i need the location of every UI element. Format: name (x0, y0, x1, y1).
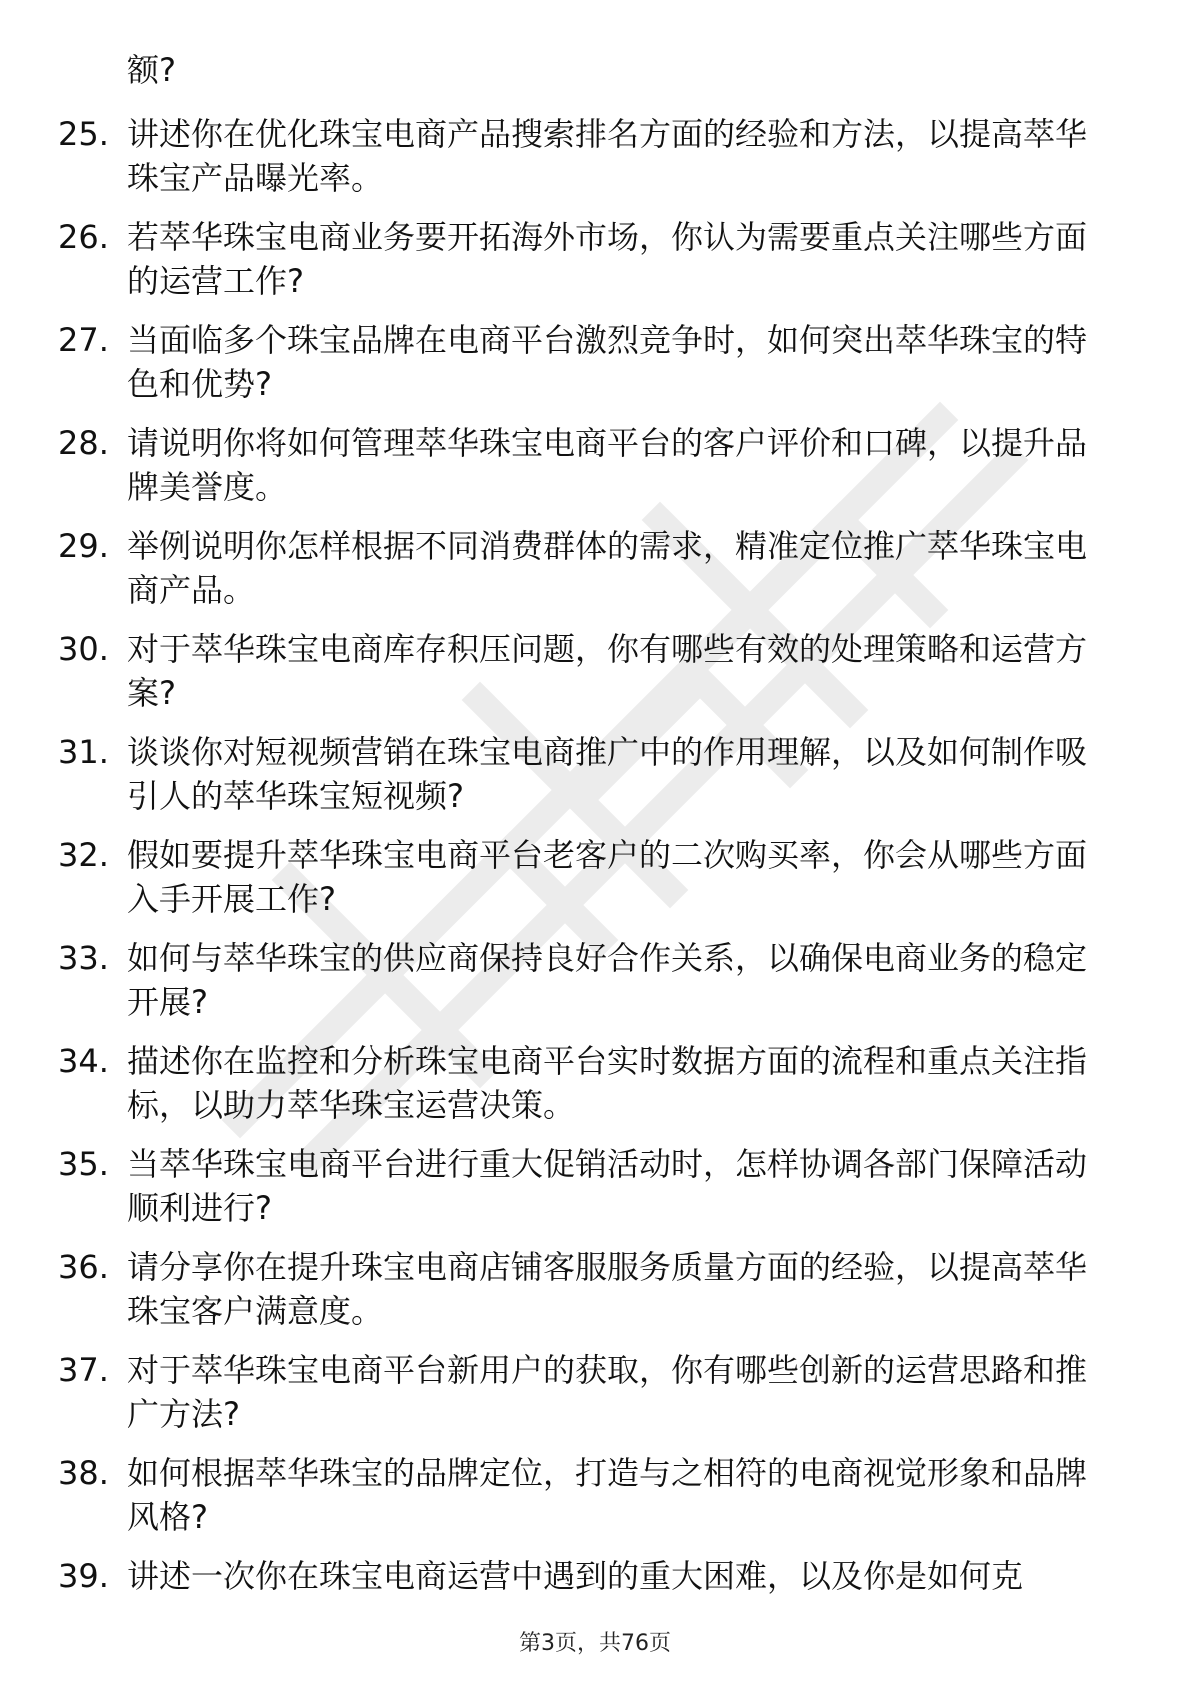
item-number: 34. (58, 1042, 109, 1080)
item-number: 25. (58, 115, 109, 153)
list-item (0, 718, 1190, 821)
item-text: 若萃华珠宝电商业务要开拓海外市场，你认为需要重点关注哪些方面的运营工作? (127, 218, 1088, 300)
item-text: 如何与萃华珠宝的供应商保持良好合作关系，以确保电商业务的稳定开展? (127, 939, 1088, 1021)
item-text: 讲述你在优化珠宝电商产品搜索排名方面的经验和方法，以提高萃华珠宝产品曝光率。 (127, 115, 1088, 197)
item-text: 谈谈你对短视频营销在珠宝电商推广中的作用理解，以及如何制作吸引人的萃华珠宝短视频? (127, 733, 1088, 815)
item-number: 36. (58, 1248, 109, 1286)
item-number: 38. (58, 1454, 109, 1492)
question-list (0, 100, 1190, 1645)
list-item (0, 821, 1190, 924)
item-number: 37. (58, 1351, 109, 1389)
item-number: 29. (58, 527, 109, 565)
item-text: 当面临多个珠宝品牌在电商平台激烈竞争时，如何突出萃华珠宝的特色和优势? (127, 321, 1088, 403)
item-text: 如何根据萃华珠宝的品牌定位，打造与之相符的电商视觉形象和品牌风格? (127, 1454, 1088, 1536)
item-text: 请说明你将如何管理萃华珠宝电商平台的客户评价和口碑，以提升品牌美誉度。 (127, 424, 1088, 506)
list-item (0, 1439, 1190, 1542)
item-text: 请分享你在提升珠宝电商店铺客服服务质量方面的经验，以提高萃华珠宝客户满意度。 (127, 1248, 1088, 1330)
item-text: 举例说明你怎样根据不同消费群体的需求，精准定位推广萃华珠宝电商产品。 (127, 527, 1088, 609)
list-item (0, 1336, 1190, 1439)
list-item (0, 100, 1190, 203)
list-item (0, 512, 1190, 615)
list-item (0, 203, 1190, 306)
item-number: 39. (58, 1557, 109, 1595)
item-text: 当萃华珠宝电商平台进行重大促销活动时，怎样协调各部门保障活动顺利进行? (127, 1145, 1088, 1227)
list-item (0, 1130, 1190, 1233)
item-text: 对于萃华珠宝电商平台新用户的获取，你有哪些创新的运营思路和推广方法? (127, 1351, 1088, 1433)
list-item (0, 1027, 1190, 1130)
item-text: 对于萃华珠宝电商库存积压问题，你有哪些有效的处理策略和运营方案? (127, 630, 1088, 712)
item-number: 28. (58, 424, 109, 462)
item-text: 假如要提升萃华珠宝电商平台老客户的二次购买率，你会从哪些方面入手开展工作? (127, 836, 1088, 918)
item-text: 描述你在监控和分析珠宝电商平台实时数据方面的流程和重点关注指标，以助力萃华珠宝运营决策。 (127, 1042, 1088, 1124)
list-item (0, 924, 1190, 1027)
page-footer: 第3页，共76页 (519, 1631, 671, 1656)
item-number: 32. (58, 836, 109, 874)
item-number: 27. (58, 321, 109, 359)
item-number: 26. (58, 218, 109, 256)
continuation-text: 额? (127, 51, 176, 89)
item-number: 30. (58, 630, 109, 668)
item-number: 35. (58, 1145, 109, 1183)
list-item (0, 409, 1190, 512)
item-text: 讲述一次你在珠宝电商运营中遇到的重大困难，以及你是如何克 (127, 1557, 1024, 1595)
item-number: 33. (58, 939, 109, 977)
list-item (0, 306, 1190, 409)
list-item (0, 615, 1190, 718)
list-item (0, 1233, 1190, 1336)
item-number: 31. (58, 733, 109, 771)
